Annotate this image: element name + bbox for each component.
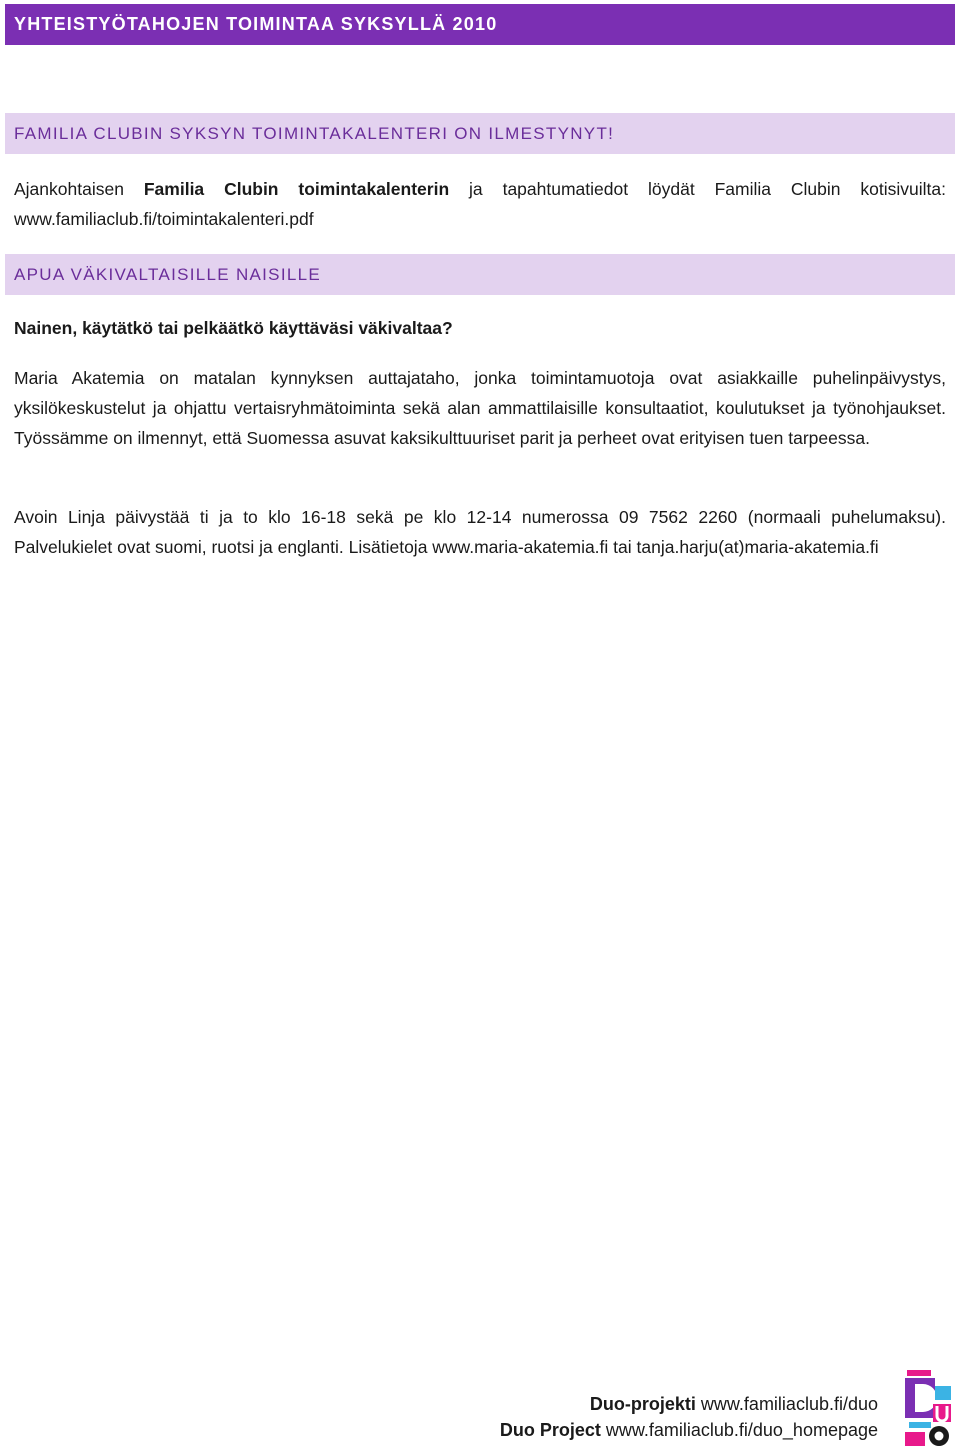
footer-duo-projekti-label: Duo-projekti [589,1394,696,1414]
footer-line-2 [278,1417,878,1443]
footer-duo-project-label: Duo Project [499,1420,601,1440]
section-heading-familia-text: FAMILIA CLUBIN SYKSYN TOIMINTAKALENTERI ON ILMESTYNYT! [14,123,615,143]
familia-intro-bold: Familia Clubin toimintakalenterin [143,179,450,199]
logo-stripe-pink [907,1370,931,1376]
footer-duo-link[interactable]: www.familiaclub.fi/duo [695,1394,878,1414]
familia-intro-before: Ajankohtaisen [14,179,144,199]
logo-letter-o-hole [935,1432,944,1441]
section-heading-apua [5,254,955,295]
familia-intro-after: ja tapahtumatiedot löydät Familia Clubin kotisivuilta: [449,179,947,199]
duo-logo [905,1370,953,1448]
section-heading-apua-text: APUA VÄKIVALTAISILLE NAISILLE [14,264,321,284]
familia-intro-line [14,174,946,204]
familia-link-line [14,204,946,234]
banner-title: YHTEISTYÖTAHOJEN TOIMINTAA SYKSYLLÄ 2010 [14,14,498,34]
logo-stripe-blue [935,1386,951,1400]
logo-stripe-pink-2 [905,1432,925,1446]
footer-duo-homepage-link[interactable]: www.familiaclub.fi/duo_homepage [600,1420,878,1440]
footer-line-1 [278,1391,878,1417]
familia-calendar-link[interactable]: www.familiaclub.fi/toimintakalenteri.pdf [14,209,314,229]
logo-stripe-blue-2 [909,1422,931,1428]
violence-subheading: Nainen, käytätkö tai pelkäätkö käyttäväsi väkivaltaa? [14,318,453,338]
section-heading-familia [5,113,955,154]
top-banner [5,4,955,45]
avoin-linja-paragraph: Avoin Linja päivystää ti ja to klo 16-18 sekä pe klo 12-14 numerossa 09 7562 2260 (normaali puhelumaksu). Palvelukielet ovat suomi, ruotsi ja englanti. Lisätietoja www.maria-akatemia.fi tai tanja.harju(at)maria-akatemia.fi [14,507,946,557]
maria-akatemia-paragraph: Maria Akatemia on matalan kynnyksen auttajataho, jonka toimintamuotoja ovat asiakkaille puhelinpäivystys, yksilökeskustelut ja ohjattu vertaisryhmätoiminta sekä alan ammattilaisille konsultaatiot, koulutukset ja työnohjaukset. Työssämme on ilmennyt, että Suomessa asuvat kaksikulttuuriset parit ja perheet ovat erityisen tuen tarpeessa. [14,368,946,448]
